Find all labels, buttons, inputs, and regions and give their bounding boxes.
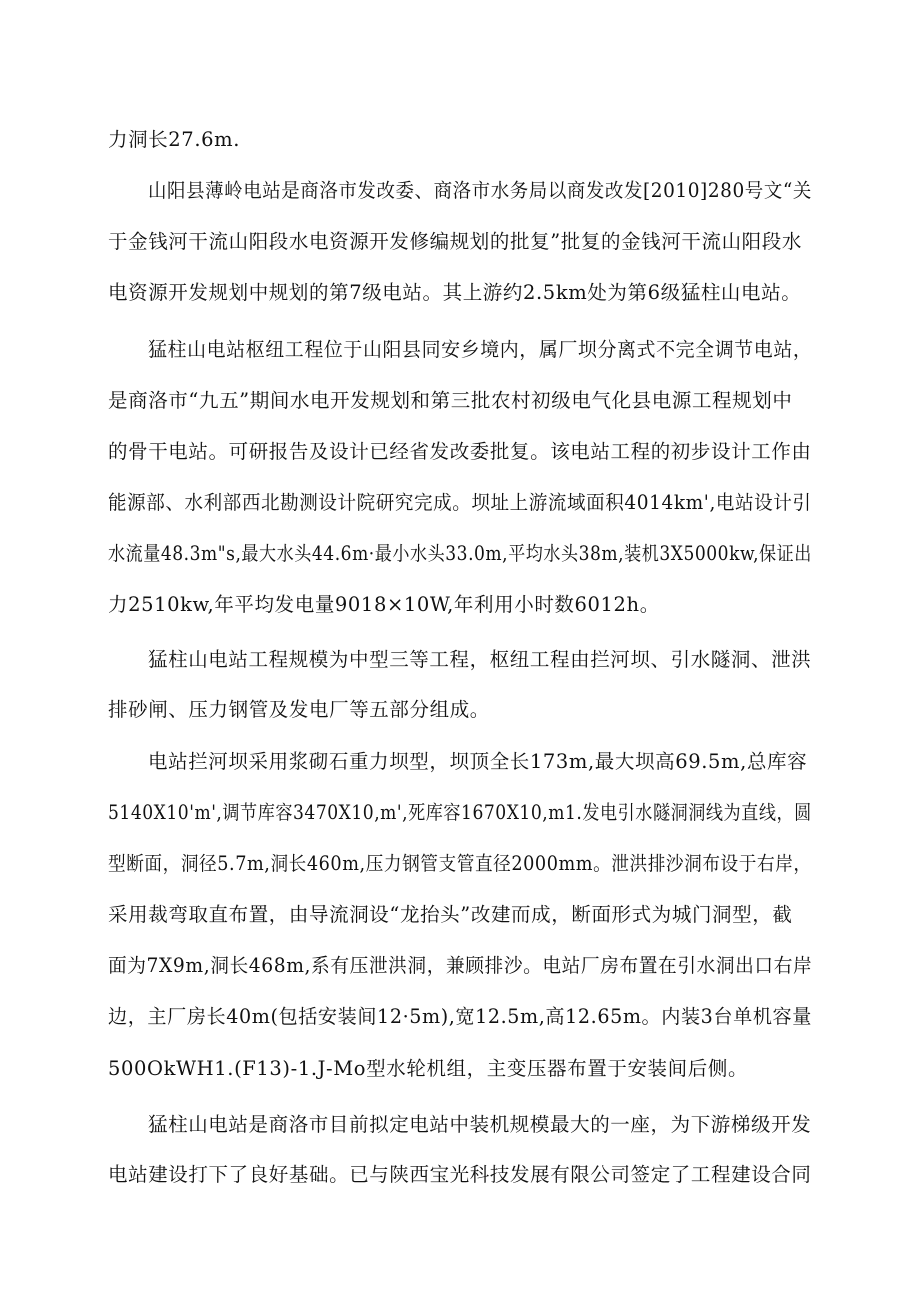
text-line-6: 是商洛市“九五”期间水电开发规划和第三批农村初级电气化县电源工程规划中 <box>108 389 793 412</box>
text-line-7: 的骨干电站。可研报告及设计已经省发改委批复。该电站工程的初步设计工作由 <box>108 440 812 463</box>
text-line-16: 采用裁弯取直布置，由导流洞设“龙抬头”改建而成，断面形式为城门洞型，截 <box>108 903 793 926</box>
text-line-14: 5140X10'm',调节库容3470X10,m',死库容1670X10,m1.发电引水隧洞洞线为直线，圆 <box>108 801 812 824</box>
text-line-8: 能源部、水利部西北勘测设计院研究完成。坝址上游流域面积4014km',电站设计引 <box>108 491 812 514</box>
text-line-5: 猛柱山电站枢纽工程位于山阳县同安乡境内，属厂坝分离式不完全调节电站， <box>148 338 813 361</box>
text-line-9: 水流量48.3m"s,最大水头44.6m·最小水头33.0m,平均水头38m,装机3X5000kw,保证出 <box>108 542 812 565</box>
text-line-4: 电资源开发规划中规划的第7级电站。其上游约2.5km处为第6级猛柱山电站。 <box>108 281 802 304</box>
text-line-19: 500OkWH1.(F13)-1.J-Mo型水轮机组，主变压器布置于安装间后侧。 <box>108 1057 749 1080</box>
text-line-15: 型断面，洞径5.7m,洞长460m,压力钢管支管直径2000mm。泄洪排沙洞布设于右岸， <box>108 852 812 875</box>
text-line-17: 面为7X9m,洞长468m,系有压泄洪洞，兼顾排沙。电站厂房布置在引水洞出口右岸 <box>108 954 813 977</box>
text-line-13: 电站拦河坝采用浆砌石重力坝型，坝顶全长173m,最大坝高69.5m,总库容 <box>148 750 808 773</box>
text-line-1: 力洞长27.6m. <box>108 128 241 151</box>
text-line-2: 山阳县薄岭电站是商洛市发改委、商洛市水务局以商发改发[2010]280号文“关 <box>148 179 812 202</box>
text-line-20: 猛柱山电站是商洛市目前拟定电站中装机规模最大的一座，为下游梯级开发 <box>148 1113 812 1136</box>
text-line-12: 排砂闸、压力钢管及发电厂等五部分组成。 <box>108 698 490 721</box>
text-line-18: 边，主厂房长40m(包括安装间12·5m),宽12.5m,高12.65m。内装3台单机容量 <box>108 1005 812 1028</box>
text-line-21: 电站建设打下了良好基础。已与陕西宝光科技发展有限公司签定了工程建设合同 <box>108 1163 812 1186</box>
text-line-3: 于金钱河干流山阳段水电资源开发修编规划的批复”批复的金钱河干流山阳段水 <box>108 230 802 253</box>
text-line-11: 猛柱山电站工程规模为中型三等工程，枢纽工程由拦河坝、引水隧洞、泄洪 <box>148 648 812 671</box>
text-line-10: 力2510kw,年平均发电量9018×10W,年利用小时数6012h。 <box>108 593 660 616</box>
